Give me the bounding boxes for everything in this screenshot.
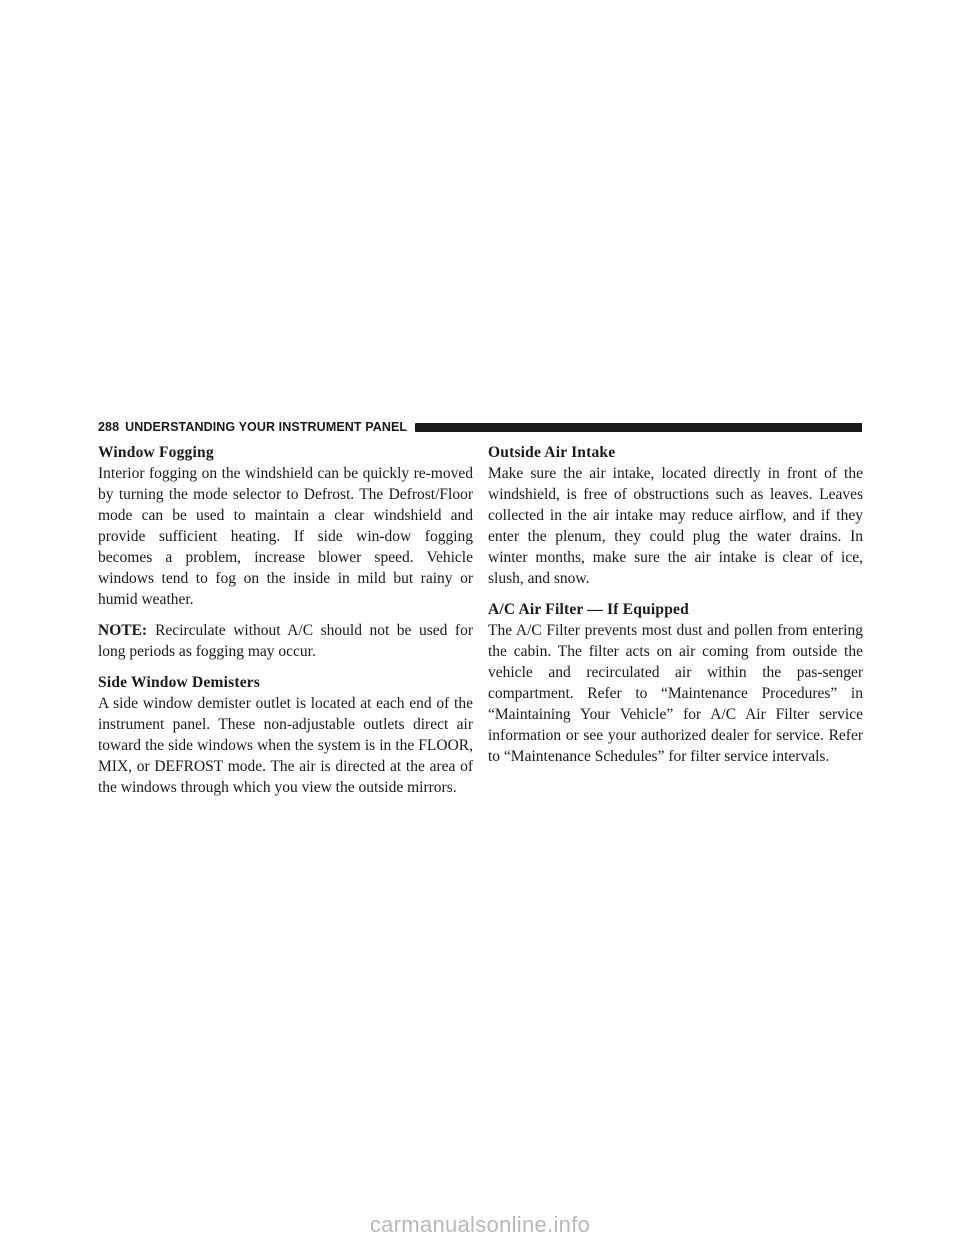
note-label: NOTE:: [98, 622, 148, 639]
section-title: UNDERSTANDING YOUR INSTRUMENT PANEL: [125, 420, 408, 434]
page-header: [98, 418, 862, 436]
watermark-text: carmanualsonline.info: [369, 1212, 591, 1237]
paragraph-ac-air-filter: The A/C Filter prevents most dust and pollen from entering the cabin. The filter acts on air coming from outside the vehicle and recirculated air within the pas-senger compartment. Refer to “Maintenance Procedures” in “Maintaining Your Vehicle” for A/C Air Filter service information or see your authorized dealer for service. Refer to “Maintenance Schedules” for filter service intervals.: [488, 622, 863, 765]
note-paragraph: [98, 620, 473, 662]
paragraph-window-fogging: Interior fogging on the windshield can be quickly re-moved by turning the mode selector to Defrost. The Defrost/Floor mode can be used to maintain a clear windshield and provide sufficient heating. If side win-dow fogging becomes a problem, increase blower speed. Vehicle windows tend to fog on the inside in mild but rainy or humid weather.: [98, 465, 473, 608]
heading-window-fogging: Window Fogging: [98, 444, 214, 461]
heading-ac-air-filter: A/C Air Filter — If Equipped: [488, 601, 689, 618]
heading-outside-air-intake: Outside Air Intake: [488, 444, 616, 461]
header-rule: [415, 423, 862, 432]
left-column: [98, 442, 473, 798]
paragraph-outside-air-intake: Make sure the air intake, located directly in front of the windshield, is free of obstructions such as leaves. Leaves collected in the air intake may reduce airflow, and if they enter the plenum, they could plug the water drains. In winter months, make sure the air intake is clear of ice, slush, and snow.: [488, 465, 863, 587]
heading-side-window-demisters: Side Window Demisters: [98, 674, 261, 691]
page-number: 288: [98, 420, 120, 434]
watermark: [0, 1212, 960, 1242]
paragraph-side-window-demisters: A side window demister outlet is located at each end of the instrument panel. These non-adjustable outlets direct air toward the side windows when the system is in the FLOOR, MIX, or DEFROST mode. The air is directed at the area of the windows through which you view the outside mirrors.: [98, 695, 473, 796]
note-text: Recirculate without A/C should not be used for long periods as fogging may occur.: [98, 622, 473, 660]
right-column: [488, 442, 863, 767]
